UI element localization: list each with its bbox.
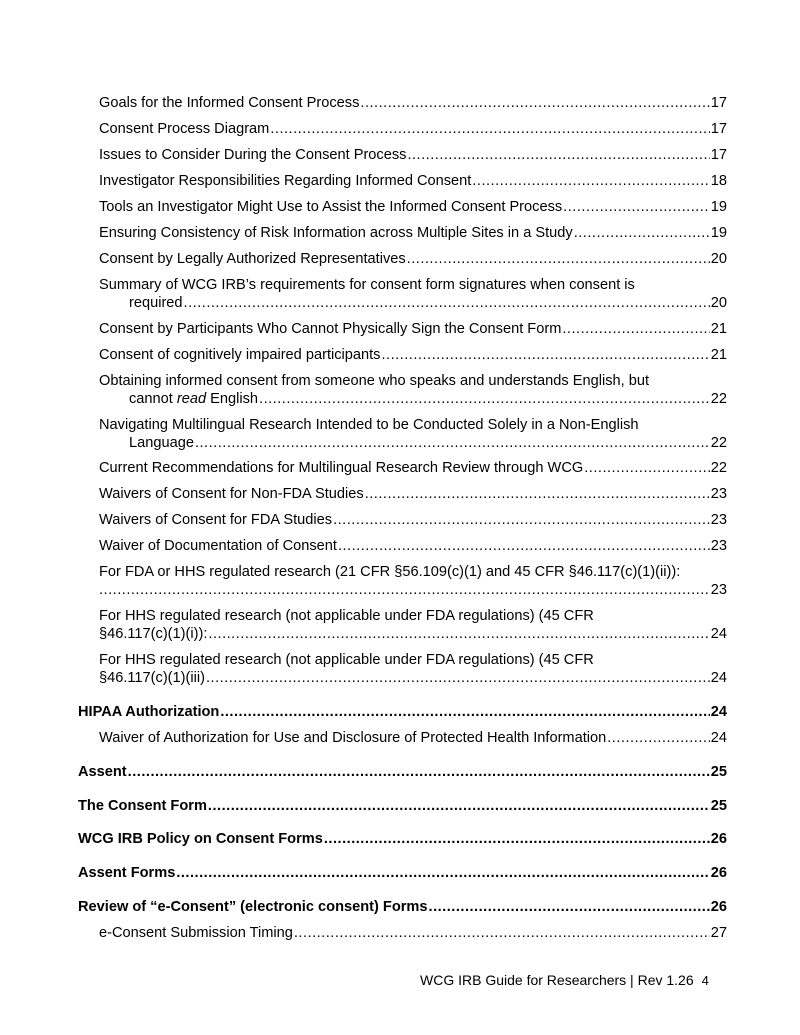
toc-page-number: 19: [710, 199, 727, 215]
toc-page-number: 23: [710, 486, 727, 502]
toc-entry[interactable]: e-Consent Submission Timing ..... 27: [99, 924, 727, 942]
toc-page-number: 24: [710, 626, 727, 642]
toc-page-number: 23: [710, 512, 727, 528]
toc-entry-section[interactable]: Review of “e-Consent” (electronic consent) Forms ..... 26: [78, 898, 727, 916]
toc-entry[interactable]: Consent of cognitively impaired participants ..... 21: [99, 346, 727, 364]
toc-entry[interactable]: Ensuring Consistency of Risk Information across Multiple Sites in a Study ..... 19: [99, 224, 727, 242]
toc-page-number: 17: [710, 121, 727, 137]
toc-entry[interactable]: For HHS regulated research (not applicable under FDA regulations) (45 CFR §46.117(c)(1)(iii) ..... 24: [99, 651, 727, 687]
toc-page-number: 20: [710, 295, 727, 311]
toc-entry-section[interactable]: Assent Forms ..... 26: [78, 864, 727, 882]
toc-page-number: 26: [710, 865, 727, 881]
toc-page-number: 23: [710, 538, 727, 554]
toc-entry[interactable]: Waivers of Consent for Non-FDA Studies ..... 23: [99, 485, 727, 503]
toc-page-number: 24: [710, 704, 727, 720]
footer-text: WCG IRB Guide for Researchers | Rev 1.26: [420, 972, 694, 988]
toc-entry[interactable]: Obtaining informed consent from someone who speaks and understands English, but cannot read English ..... 22: [99, 372, 727, 408]
toc-page-number: 19: [710, 225, 727, 241]
toc-entry[interactable]: Waiver of Authorization for Use and Disclosure of Protected Health Information ..... 24: [99, 729, 727, 747]
toc-entry-section[interactable]: Assent ..... 25: [78, 763, 727, 781]
toc-page-number: 26: [710, 831, 727, 847]
page-number: 4: [701, 973, 709, 988]
toc-entry-section[interactable]: WCG IRB Policy on Consent Forms ..... 26: [78, 830, 727, 848]
toc-page-number: 21: [710, 347, 727, 363]
toc-entry[interactable]: Tools an Investigator Might Use to Assist the Informed Consent Process ..... 19: [99, 198, 727, 216]
toc-page-number: 18: [710, 173, 727, 189]
toc-page-number: 26: [710, 899, 727, 915]
toc-page-number: 22: [710, 391, 727, 407]
toc-page-number: 22: [710, 460, 727, 476]
toc-page-number: 27: [710, 925, 727, 941]
toc-page-number: 21: [710, 321, 727, 337]
toc-entry[interactable]: Issues to Consider During the Consent Process ..... 17: [99, 146, 727, 164]
toc-entry[interactable]: Consent by Legally Authorized Representatives ..... 20: [99, 250, 727, 268]
toc-entry[interactable]: Current Recommendations for Multilingual Research Review through WCG ..... 22: [99, 459, 727, 477]
toc-entry[interactable]: Navigating Multilingual Research Intended to be Conducted Solely in a Non-English Language ..... 22: [99, 416, 727, 452]
toc-page-number: 24: [710, 730, 727, 746]
toc-entry[interactable]: Summary of WCG IRB’s requirements for consent form signatures when consent is required ..... 20: [99, 276, 727, 312]
toc-entry[interactable]: Waiver of Documentation of Consent ..... 23: [99, 537, 727, 555]
toc-entry[interactable]: For HHS regulated research (not applicable under FDA regulations) (45 CFR §46.117(c)(1)(i)): ..... 24: [99, 607, 727, 643]
toc-entry[interactable]: Investigator Responsibilities Regarding Informed Consent ..... 18: [99, 172, 727, 190]
toc-page-number: 25: [710, 764, 727, 780]
toc-entry-section[interactable]: HIPAA Authorization ..... 24: [78, 703, 727, 721]
toc-page-number: 17: [710, 147, 727, 163]
toc-page-number: 23: [710, 582, 727, 598]
toc-page-number: 20: [710, 251, 727, 267]
toc-entry[interactable]: Goals for the Informed Consent Process ..... 17: [99, 94, 727, 112]
toc-entry[interactable]: Consent Process Diagram ..... 17: [99, 120, 727, 138]
toc-page-number: 17: [710, 95, 727, 111]
page-footer: [420, 972, 709, 988]
toc-entry-section[interactable]: The Consent Form ..... 25: [78, 797, 727, 815]
toc-page-number: 24: [710, 670, 727, 686]
toc-entry[interactable]: For FDA or HHS regulated research (21 CFR §56.109(c)(1) and 45 CFR §46.117(c)(1)(ii)): ..... 23: [99, 563, 727, 599]
toc-entry[interactable]: Waivers of Consent for FDA Studies ..... 23: [99, 511, 727, 529]
toc-page-number: 22: [710, 435, 727, 451]
toc-page-number: 25: [710, 798, 727, 814]
toc-entry[interactable]: Consent by Participants Who Cannot Physically Sign the Consent Form ..... 21: [99, 320, 727, 338]
